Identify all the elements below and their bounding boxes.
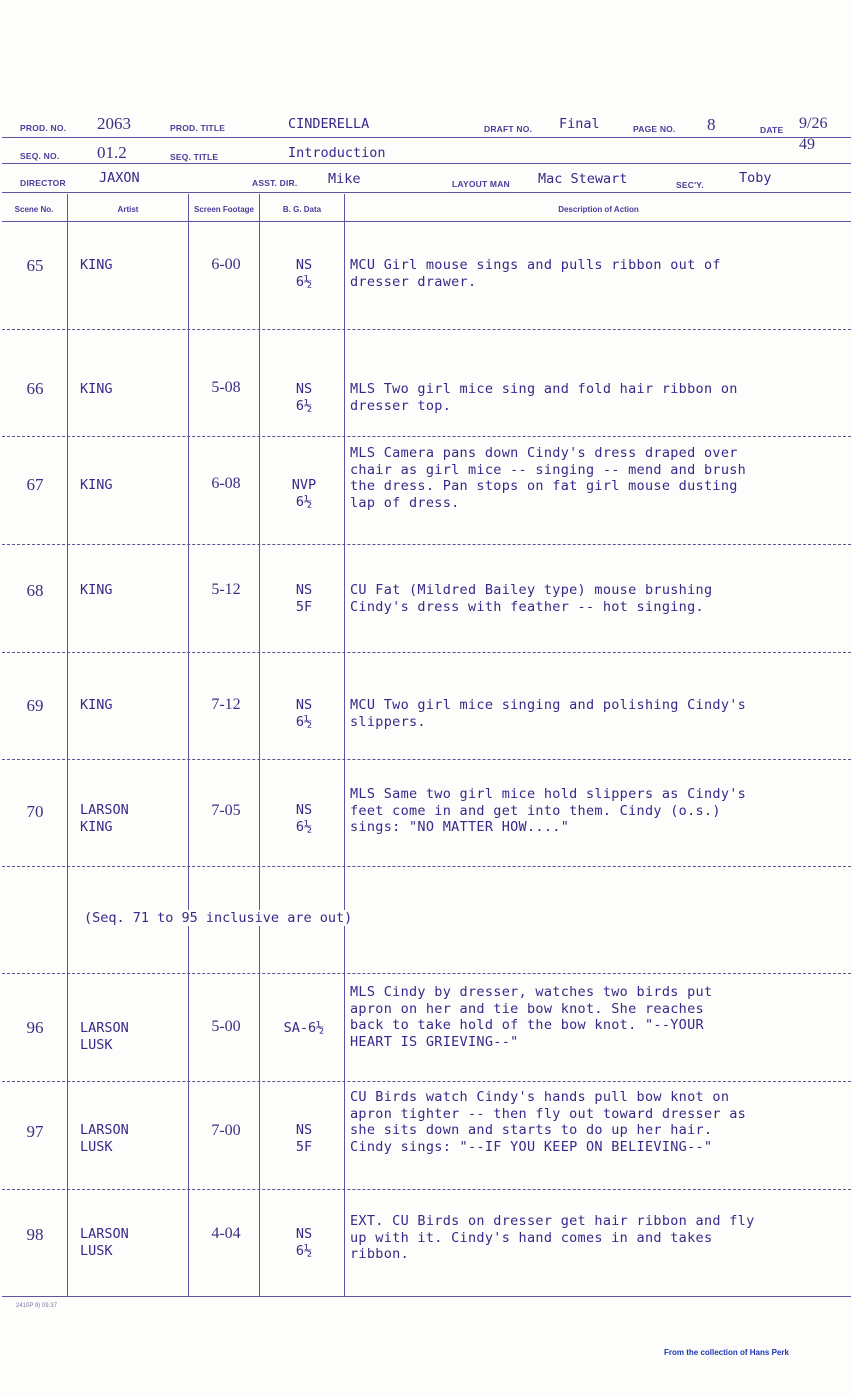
scene-number: 96 bbox=[26, 1018, 44, 1037]
page-no-label: PAGE NO. bbox=[633, 124, 676, 134]
director: JAXON bbox=[99, 170, 140, 186]
scene-number: 98 bbox=[26, 1225, 44, 1244]
table-row bbox=[2, 1190, 851, 1296]
header-rule-1 bbox=[2, 137, 851, 138]
artist: KING bbox=[80, 257, 113, 273]
form-code: 2410P 9) 09.37 bbox=[16, 1303, 57, 1309]
scene-number: 70 bbox=[26, 802, 44, 821]
asst-dir-label: ASST. DIR. bbox=[252, 178, 298, 188]
seq-no-label: SEQ. NO. bbox=[20, 151, 60, 161]
bg-data: NS 6½ bbox=[295, 381, 313, 414]
description: MCU Two girl mice singing and polishing Cindy's slippers. bbox=[350, 697, 747, 730]
bg-data: NS 5F bbox=[295, 582, 313, 615]
draft-no-label: DRAFT NO. bbox=[484, 124, 533, 134]
artist: LARSON KING bbox=[80, 802, 129, 835]
artist: KING bbox=[80, 477, 113, 493]
table-row bbox=[2, 330, 851, 436]
screen-footage: 5-12 bbox=[211, 581, 241, 598]
screen-footage: 7-12 bbox=[211, 696, 241, 713]
screen-footage: 7-05 bbox=[211, 802, 241, 819]
seq-title: Introduction bbox=[288, 145, 386, 161]
date-label: DATE bbox=[760, 125, 784, 135]
description: MLS Camera pans down Cindy's dress draped over chair as girl mice -- singing -- mend and brush the dress. Pan stops on fat girl mouse dusting lap of dress. bbox=[350, 445, 747, 511]
collection-credit: From the collection of Hans Perk bbox=[664, 1348, 789, 1357]
col-bg: B. G. Data bbox=[282, 204, 322, 214]
description: MLS Same two girl mice hold slippers as Cindy's feet come in and get into them. Cindy (o.s.) sings: "NO MATTER HOW...." bbox=[350, 786, 747, 835]
table-row bbox=[2, 1082, 851, 1189]
artist: LARSON LUSK bbox=[80, 1226, 129, 1259]
scene-number: 66 bbox=[26, 379, 44, 398]
bg-data: NS 6½ bbox=[295, 1226, 313, 1259]
table-row bbox=[2, 974, 851, 1081]
col-footage: Screen Footage bbox=[193, 204, 254, 214]
date: 9/26 bbox=[799, 115, 828, 132]
artist: LARSON LUSK bbox=[80, 1020, 129, 1053]
col-artist: Artist bbox=[117, 204, 139, 214]
artist: KING bbox=[80, 697, 113, 713]
prod-no: 2063 bbox=[97, 114, 131, 133]
scene-number: 97 bbox=[26, 1122, 44, 1141]
table-row bbox=[2, 222, 851, 329]
prod-no-label: PROD. NO. bbox=[20, 123, 67, 133]
bg-data: SA-6½ bbox=[283, 1020, 325, 1036]
screen-footage: 4-04 bbox=[211, 1225, 241, 1242]
description: MLS Two girl mice sing and fold hair ribbon on dresser top. bbox=[350, 381, 738, 414]
layout-man: Mac Stewart bbox=[538, 171, 628, 187]
table-bottom-rule bbox=[2, 1296, 851, 1297]
header-rule-3 bbox=[2, 192, 851, 193]
sequence-out-note: (Seq. 71 to 95 inclusive are out) bbox=[84, 910, 353, 926]
scene-number: 65 bbox=[26, 256, 44, 275]
col-desc: Description of Action bbox=[558, 204, 639, 214]
artist: KING bbox=[80, 582, 113, 598]
screen-footage: 6-08 bbox=[211, 475, 241, 492]
page-no: 8 bbox=[707, 115, 716, 134]
description: CU Fat (Mildred Bailey type) mouse brushing Cindy's dress with feather -- hot singing. bbox=[350, 582, 713, 615]
screen-footage: 6-00 bbox=[211, 256, 241, 273]
bg-data: NVP 6½ bbox=[291, 477, 317, 510]
scene-number: 69 bbox=[26, 696, 44, 715]
table-row bbox=[2, 760, 851, 866]
prod-title: CINDERELLA bbox=[288, 116, 370, 132]
table-row bbox=[2, 653, 851, 759]
description: MCU Girl mouse sings and pulls ribbon out of dresser drawer. bbox=[350, 257, 721, 290]
director-label: DIRECTOR bbox=[20, 178, 66, 188]
bg-data: NS 6½ bbox=[295, 697, 313, 730]
secy-label: SEC'Y. bbox=[676, 180, 704, 190]
screen-footage: 5-00 bbox=[211, 1018, 241, 1035]
bg-data: NS 5F bbox=[295, 1122, 313, 1155]
sheet-no: 49 bbox=[799, 136, 815, 153]
description: CU Birds watch Cindy's hands pull bow knot on apron tighter -- then fly out toward dresser as she sits down and starts to do up her hair. Cindy sings: "--IF YOU KEEP ON BELIEVING--" bbox=[350, 1089, 747, 1155]
table-row bbox=[2, 545, 851, 652]
screen-footage: 5-08 bbox=[211, 379, 241, 396]
description: EXT. CU Birds on dresser get hair ribbon and fly up with it. Cindy's hand comes in and takes ribbon. bbox=[350, 1213, 755, 1262]
scene-number: 68 bbox=[26, 581, 44, 600]
draft-no: Final bbox=[559, 116, 600, 132]
bg-data: NS 6½ bbox=[295, 802, 313, 835]
prod-title-label: PROD. TITLE bbox=[170, 123, 226, 133]
col-scene: Scene No. bbox=[14, 204, 54, 214]
screen-footage: 7-00 bbox=[211, 1122, 241, 1139]
asst-dir: Mike bbox=[328, 171, 361, 187]
header-rule-2 bbox=[2, 163, 851, 164]
description: MLS Cindy by dresser, watches two birds put apron on her and tie bow knot. She reaches back to take hold of the bow knot. "--YOUR HEART IS GRIEVING--" bbox=[350, 984, 713, 1050]
table-row bbox=[2, 437, 851, 544]
seq-title-label: SEQ. TITLE bbox=[170, 152, 219, 162]
scene-number: 67 bbox=[26, 475, 44, 494]
layout-man-label: LAYOUT MAN bbox=[452, 179, 510, 189]
secy: Toby bbox=[739, 170, 772, 186]
bg-data: NS 6½ bbox=[295, 257, 313, 290]
artist: KING bbox=[80, 381, 113, 397]
seq-no: 01.2 bbox=[97, 143, 127, 162]
artist: LARSON LUSK bbox=[80, 1122, 129, 1155]
